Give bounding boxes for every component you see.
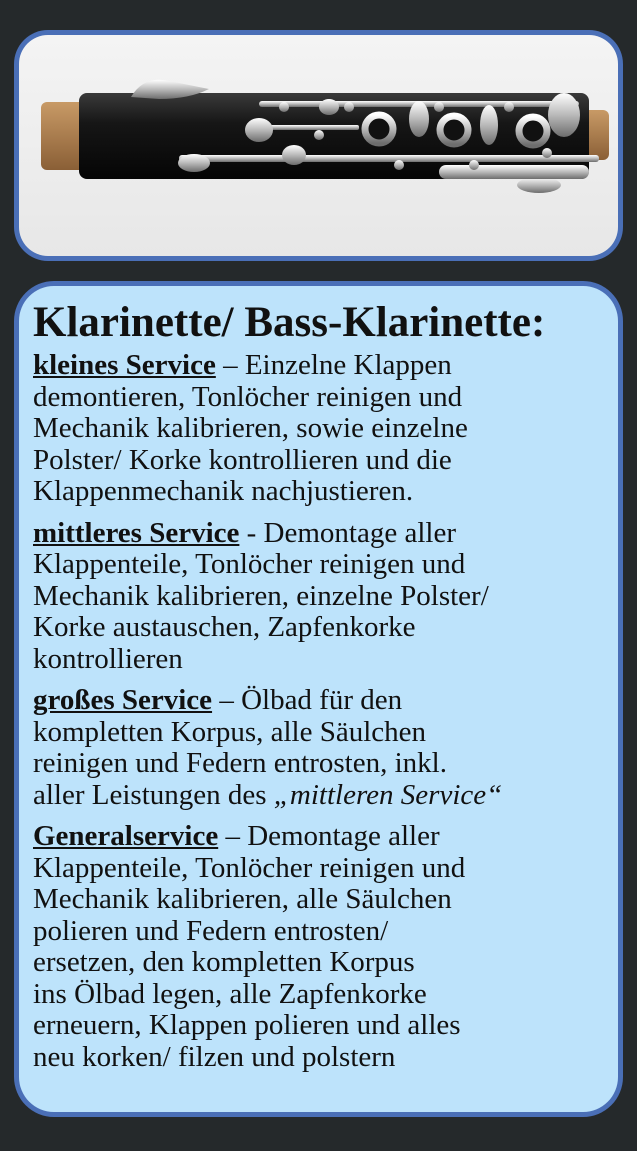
service-text: reinigen und Federn entrosten, inkl. — [33, 747, 447, 779]
service-text: ersetzen, den kompletten Korpus — [33, 946, 415, 978]
service-text: neu korken/ filzen und polstern — [33, 1040, 396, 1073]
service-quote: „mittleren Service“ — [273, 778, 503, 811]
service-panel-content — [19, 286, 618, 1112]
page-title: Klarinette/ Bass-Klarinette: — [33, 299, 546, 346]
service-text: Korke austauschen, Zapfenkorke — [33, 611, 416, 643]
service-text: Klappenteile, Tonlöcher reinigen und — [33, 851, 466, 884]
service-first-line — [33, 821, 608, 853]
service-name: mittleres Service — [33, 516, 240, 549]
service-text: Klappenteile, Tonlöcher reinigen und — [33, 548, 466, 580]
service-text: Klappenmechanik nachjustieren. — [33, 475, 414, 507]
service-text: Mechanik kalibrieren, alle Säulchen — [33, 883, 452, 915]
service-text: kompletten Korpus, alle Säulchen — [33, 715, 427, 748]
service-kleines — [33, 350, 608, 508]
service-last-line — [33, 780, 608, 812]
service-text: polieren und Federn entrosten/ — [33, 914, 389, 947]
service-first-line — [33, 350, 608, 382]
service-first-line — [33, 685, 608, 717]
service-general — [33, 821, 608, 1073]
service-text: erneuern, Klappen polieren und alles — [33, 1009, 461, 1041]
service-text: kontrollieren — [33, 642, 183, 675]
service-text: demontieren, Tonlöcher reinigen und — [33, 380, 463, 413]
clarinet-photo-frame — [14, 30, 623, 261]
service-text: Polster/ Korke kontrollieren und die — [33, 443, 452, 476]
service-name: Generalservice — [33, 820, 219, 852]
clarinet-image — [19, 35, 618, 256]
service-text: – Demontage aller — [218, 820, 440, 852]
service-panel — [14, 281, 623, 1117]
service-text: – Ölbad für den — [212, 684, 403, 716]
service-mittleres — [33, 518, 608, 676]
service-text: aller Leistungen des — [33, 778, 274, 811]
service-text: – Einzelne Klappen — [215, 349, 452, 381]
clarinet-photo — [19, 35, 618, 256]
service-first-line — [33, 518, 608, 550]
service-text: Mechanik kalibrieren, sowie einzelne — [33, 412, 468, 444]
service-grosses — [33, 685, 608, 811]
service-name: großes Service — [33, 684, 213, 716]
service-text: - Demontage aller — [239, 516, 456, 549]
service-name: kleines Service — [33, 349, 216, 381]
service-text: ins Ölbad legen, alle Zapfenkorke — [33, 977, 427, 1010]
service-text: Mechanik kalibrieren, einzelne Polster/ — [33, 579, 489, 612]
